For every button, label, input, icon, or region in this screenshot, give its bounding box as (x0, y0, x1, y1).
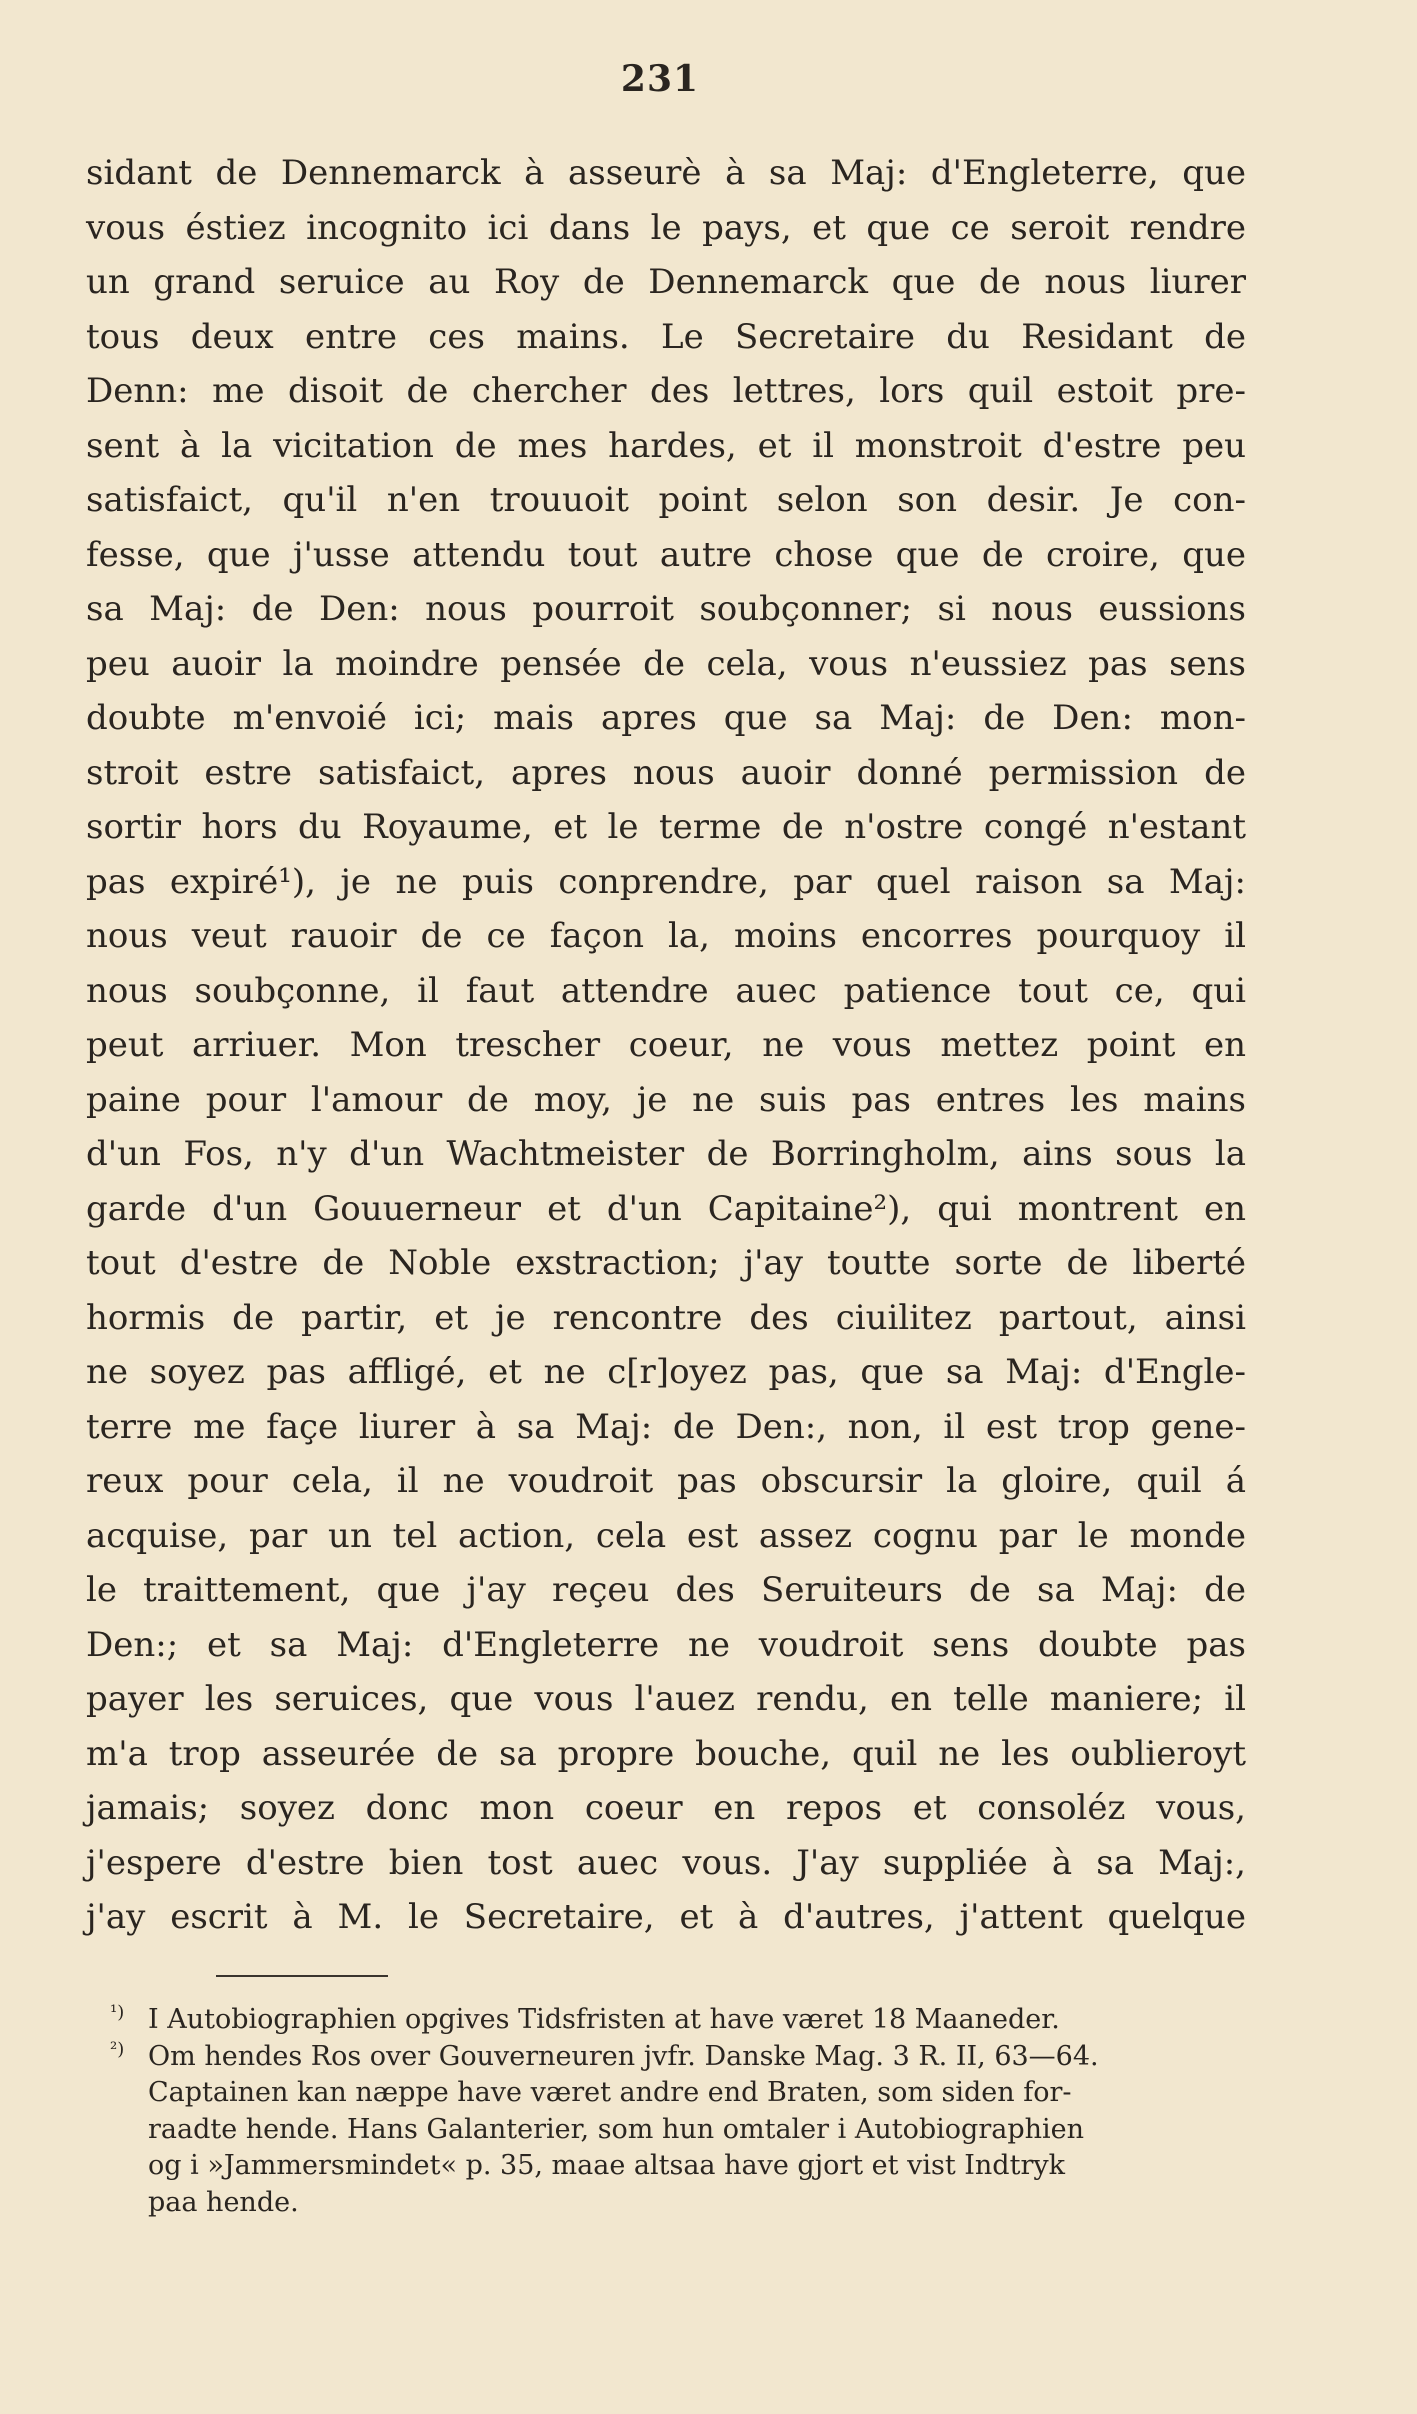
text-line: acquise, par un tel action, cela est assez cognu par le monde (86, 1515, 1246, 1556)
footnote-text: raadte hende. Hans Galanterier, som hun omtaler i Autobiographien (148, 2113, 1084, 2145)
footnote-text: Captainen kan næppe have været andre end Braten, som siden for- (148, 2077, 1072, 2108)
footnote-text: paa hende. (148, 2186, 299, 2218)
text-line: Den:; et sa Maj: d'Engleterre ne voudroit sens doubte pas (86, 1624, 1246, 1665)
text-line: tout d'estre de Noble exstraction; j'ay toutte sorte de liberté (86, 1243, 1246, 1283)
text-line: nous veut rauoir de ce façon la, moins encorres pourquoy il (86, 916, 1246, 956)
footnote-text: og i »Jammersmindet« p. 35, maae altsaa have gjort et vist Indtryk (148, 2150, 1065, 2181)
text-line: paine pour l'amour de moy, je ne suis pas entres les mains (86, 1079, 1246, 1120)
text-line: sa Maj: de Den: nous pourroit soubçonner; si nous eussions (86, 589, 1246, 629)
text-line: payer les seruices, que vous l'auez rendu, en telle maniere; il (86, 1679, 1246, 1719)
text-line: j'espere d'estre bien tost auec vous. J'ay suppliée à sa Maj:, (86, 1842, 1246, 1883)
text-line: reux pour cela, il ne voudroit pas obscursir la gloire, quil á (86, 1461, 1246, 1501)
footnote-text: I Autobiographien opgives Tidsfristen at have været 18 Maaneder. (148, 2004, 1060, 2035)
text-line: m'a trop asseurée de sa propre bouche, quil ne les oublieroyt (86, 1733, 1246, 1774)
text-line: tous deux entre ces mains. Le Secretaire du Residant de (86, 316, 1246, 357)
body-text (86, 146, 1246, 1945)
text-line: sidant de Dennemarck à asseurè à sa Maj: d'Engleterre, que (86, 153, 1246, 193)
text-line: nous soubçonne, il faut attendre auec patience tout ce, qui (86, 970, 1246, 1011)
text-line: j'ay escrit à M. le Secretaire, et à d'autres, j'attent quelque (86, 1897, 1246, 1937)
footnote-text: Om hendes Ros over Gouverneuren jvfr. Danske Mag. 3 R. II, 63—64. (148, 2040, 1099, 2072)
page-number: 231 (620, 58, 700, 100)
text-line: jamais; soyez donc mon coeur en repos et consoléz vous, (86, 1788, 1246, 1828)
footnote-divider (216, 1975, 388, 1977)
text-line: fesse, que j'usse attendu tout autre chose que de croire, que (86, 534, 1246, 575)
text-line: pas expiré¹), je ne puis conprendre, par quel raison sa Maj: (86, 861, 1246, 902)
text-line: peu auoir la moindre pensée de cela, vous n'eussiez pas sens (86, 643, 1246, 684)
text-line: le traittement, que j'ay reçeu des Seruiteurs de sa Maj: de (86, 1570, 1246, 1610)
text-line: hormis de partir, et je rencontre des ciuilitez partout, ainsi (86, 1297, 1246, 1338)
footnote-1: ¹) I Autobiographien opgives Tidsfristen at have været 18 Maaneder. (110, 2002, 1060, 2035)
text-line: satisfaict, qu'il n'en trouuoit point selon son desir. Je con- (86, 480, 1246, 520)
text-line: peut arriuer. Mon trescher coeur, ne vous mettez point en (86, 1025, 1246, 1065)
text-line: sortir hors du Royaume, et le terme de n'ostre congé n'estant (86, 807, 1246, 847)
text-line: Denn: me disoit de chercher des lettres, lors quil estoit pre- (86, 371, 1246, 411)
text-line: garde d'un Gouuerneur et d'un Capitaine²), qui montrent en (86, 1188, 1246, 1229)
text-line: doubte m'envoié ici; mais apres que sa Maj: de Den: mon- (86, 698, 1246, 738)
text-line: sent à la vicitation de mes hardes, et il monstroit d'estre peu (86, 425, 1246, 466)
text-line: ne soyez pas affligé, et ne c[r]oyez pas, que sa Maj: d'Engle- (86, 1352, 1246, 1392)
text-line: d'un Fos, n'y d'un Wachtmeister de Borringholm, ains sous la (86, 1134, 1246, 1174)
text-line: terre me façe liurer à sa Maj: de Den:, non, il est trop gene- (86, 1406, 1246, 1447)
text-line: vous éstiez incognito ici dans le pays, et que ce seroit rendre (86, 207, 1246, 248)
text-line: un grand seruice au Roy de Dennemarck que de nous liurer (86, 262, 1246, 302)
text-line: stroit estre satisfaict, apres nous auoir donné permission de (86, 752, 1246, 793)
footnotes (110, 2002, 1240, 2221)
footnote-2: ²) Om hendes Ros over Gouverneuren jvfr. Danske Mag. 3 R. II, 63—64. (110, 2038, 1099, 2072)
